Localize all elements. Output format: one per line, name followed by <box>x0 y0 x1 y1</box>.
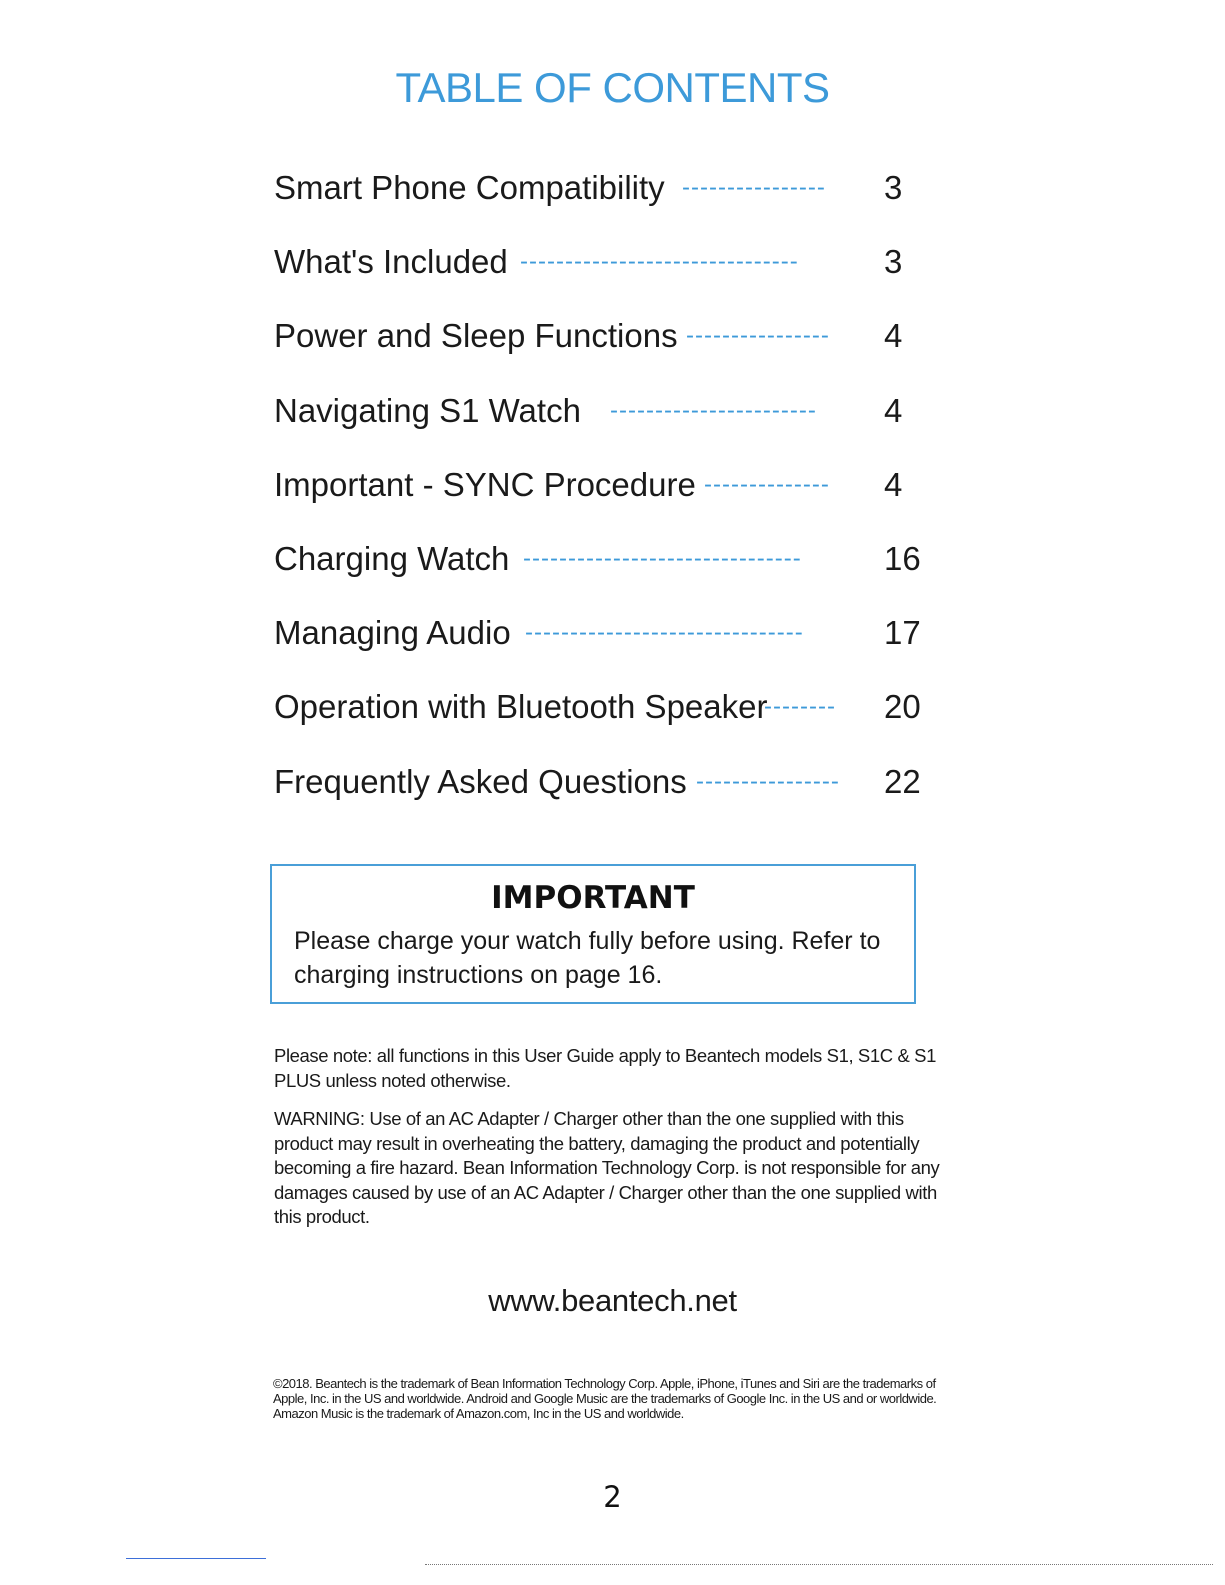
toc-entry-leader: ------------------------------- <box>525 619 804 647</box>
important-notice-text: Please charge your watch fully before using. Refer to charging instructions on page 16. <box>294 927 881 989</box>
toc-entry[interactable] <box>274 389 954 463</box>
toc-entry-leader: ----------------------- <box>610 396 817 424</box>
toc-entry-page: 4 <box>884 391 903 429</box>
toc-entry-leader: ---------------- <box>696 767 840 795</box>
toc-entry-leader: -------- <box>764 693 836 721</box>
website-link[interactable]: www.beantech.net <box>488 1283 737 1318</box>
toc-entry-page: 3 <box>884 243 903 281</box>
models-note: Please note: all functions in this User Guide apply to Beantech models S1, S1C & S1 PLUS unless noted otherwise. <box>274 1045 936 1091</box>
toc-entry-page: 4 <box>884 317 903 355</box>
toc-entry[interactable] <box>274 463 954 537</box>
toc-entry[interactable] <box>274 611 954 685</box>
toc-entry[interactable] <box>274 760 954 834</box>
toc-entry-label: Frequently Asked Questions <box>274 762 687 800</box>
warning-text: WARNING: Use of an AC Adapter / Charger other than the one supplied with this product may result in overheating the battery, damaging the product and potentially becoming a fire hazard. Bean Information Technology Corp. is not responsible for any damages caused by use of an AC Adapter / Charger other than the one supplied with this product. <box>274 1108 940 1228</box>
toc-entry[interactable] <box>274 537 954 611</box>
toc-entry-page: 22 <box>884 762 921 800</box>
toc-entry[interactable] <box>274 166 954 240</box>
toc-entry-label: What's Included <box>274 243 508 281</box>
toc-entry-leader: -------------- <box>704 470 830 498</box>
toc-entry-leader: ------------------------------- <box>523 544 802 572</box>
toc-entry-label: Power and Sleep Functions <box>274 317 678 355</box>
toc-entry-leader: ---------------- <box>686 322 830 350</box>
footer-dotted-rule <box>425 1564 1213 1565</box>
toc-entry-label: Managing Audio <box>274 614 511 652</box>
toc-entry[interactable] <box>274 314 954 388</box>
toc-entry[interactable] <box>274 240 954 314</box>
toc-entry-page: 3 <box>884 169 903 206</box>
toc-entry[interactable] <box>274 685 954 759</box>
toc-entry-label: Operation with Bluetooth Speaker <box>274 688 768 726</box>
toc-entry-label: Smart Phone Compatibility <box>274 169 665 206</box>
toc-entry-label: Charging Watch <box>274 539 510 577</box>
table-of-contents <box>274 166 954 834</box>
toc-entry-leader: ---------------- <box>682 174 826 201</box>
toc-entry-page: 20 <box>884 688 921 726</box>
copyright-text: ©2018. Beantech is the trademark of Bean Information Technology Corp. Apple, iPhone, iTunes and Siri are the trademarks of Apple, Inc. in the US and worldwide. Android and Google Music are the trademarks of Google Inc. in the US and or worldwide. Amazon Music is the trademark of Amazon.com, Inc in the US and worldwide. <box>273 1376 937 1421</box>
toc-entry-label: Navigating S1 Watch <box>274 391 581 429</box>
page-title: TABLE OF CONTENTS <box>395 64 830 111</box>
toc-entry-page: 16 <box>884 539 921 577</box>
page-number: 2 <box>603 1480 622 1514</box>
toc-entry-page: 17 <box>884 614 921 652</box>
toc-entry-page: 4 <box>884 465 903 503</box>
important-notice-box <box>270 864 916 1004</box>
toc-entry-leader: ------------------------------- <box>520 248 799 276</box>
footer-link-underline <box>126 1558 266 1559</box>
important-notice-title: IMPORTANT <box>491 880 695 916</box>
toc-entry-label: Important - SYNC Procedure <box>274 465 696 503</box>
